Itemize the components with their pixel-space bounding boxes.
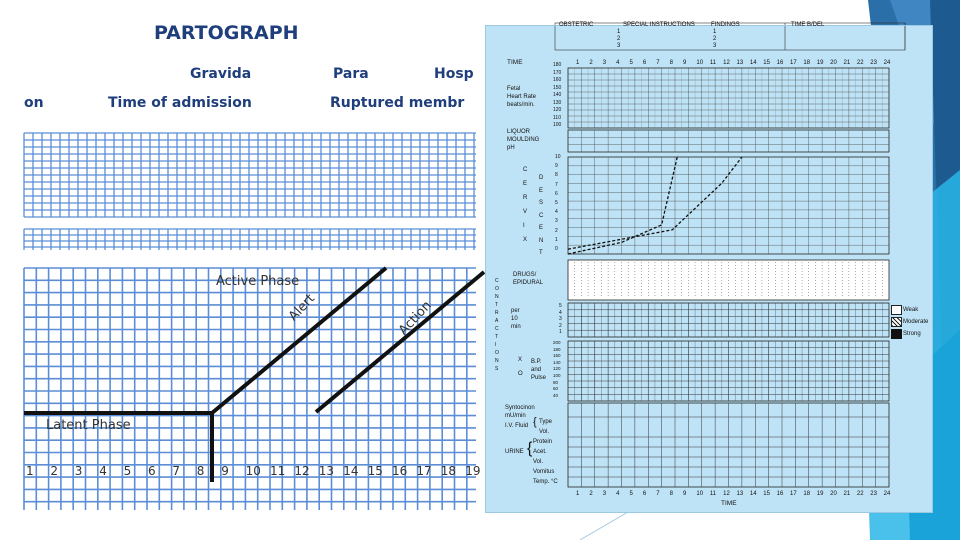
legend-strong-swatch bbox=[891, 329, 902, 339]
row2-truncated-label: on bbox=[24, 95, 44, 111]
time-number-bottom: 24 bbox=[883, 491, 891, 497]
hour-number: 1 bbox=[26, 464, 34, 478]
hour-number: 12 bbox=[294, 464, 310, 478]
temp-label: Temp. °C bbox=[533, 479, 558, 485]
time-number-top: 19 bbox=[816, 60, 824, 66]
time-label-top: TIME bbox=[507, 59, 523, 66]
time-number-top: 18 bbox=[803, 60, 811, 66]
top-num-a2: 2 bbox=[617, 36, 621, 42]
top-num-b1: 1 bbox=[713, 29, 717, 35]
mu-min-label: mU/min bbox=[505, 413, 526, 419]
legend-moderate-swatch bbox=[891, 317, 902, 327]
hour-number: 3 bbox=[74, 464, 83, 478]
time-number-top: 12 bbox=[723, 60, 730, 66]
contractions-letter: S bbox=[495, 366, 499, 372]
time-number-bottom: 3 bbox=[602, 491, 607, 497]
bp-label-3: Pulse bbox=[531, 375, 547, 381]
time-number-top: 10 bbox=[696, 60, 704, 66]
time-number-bottom: 23 bbox=[870, 491, 877, 497]
time-number-bottom: 22 bbox=[856, 491, 864, 497]
contractions-letter: A bbox=[495, 318, 499, 324]
drugs-label-1: DRUGS/ bbox=[513, 272, 537, 278]
cervix-scale-tick: 0 bbox=[555, 246, 558, 252]
bp-scale bbox=[553, 341, 567, 401]
moulding-label: MOULDING bbox=[507, 137, 540, 143]
bp-mark-o: O bbox=[518, 371, 523, 377]
bp-scale-tick: 120 bbox=[553, 366, 561, 372]
iv-brace: { bbox=[533, 416, 537, 428]
hour-number: 19 bbox=[465, 464, 481, 478]
time-number-bottom: 21 bbox=[843, 491, 851, 497]
legend-moderate-label: Moderate bbox=[903, 319, 929, 325]
contractions-scale-tick: 5 bbox=[559, 303, 562, 309]
hour-number: 7 bbox=[172, 464, 181, 478]
time-number-bottom: 7 bbox=[656, 491, 660, 497]
cervix-scale-tick: 2 bbox=[555, 227, 558, 234]
fhr-scale-tick: 140 bbox=[553, 92, 562, 98]
time-number-bottom: 8 bbox=[669, 491, 673, 497]
descent-letter: E bbox=[539, 187, 544, 194]
contractions-scale bbox=[559, 304, 567, 334]
bp-scale-tick: 100 bbox=[553, 373, 561, 378]
contractions-letter: C bbox=[495, 326, 499, 332]
hour-number: 16 bbox=[392, 464, 408, 478]
heading-time-bdel: TIME B/DEL bbox=[791, 22, 825, 28]
legend-weak-label: Weak bbox=[903, 307, 919, 313]
time-number-bottom: 10 bbox=[696, 491, 704, 497]
cervix-letter: I bbox=[523, 223, 525, 229]
hour-number: 17 bbox=[416, 464, 432, 478]
bp-scale-tick: 180 bbox=[553, 346, 561, 352]
left-grid bbox=[24, 10, 476, 512]
descent-vertical-label bbox=[539, 175, 549, 265]
descent-letter: E bbox=[539, 225, 544, 231]
cervix-letter: E bbox=[523, 181, 528, 187]
time-number-bottom: 1 bbox=[576, 491, 580, 497]
cervix-scale-tick: 6 bbox=[555, 190, 558, 197]
ph-label: pH bbox=[507, 145, 515, 151]
legend-weak-swatch bbox=[891, 305, 902, 315]
fhr-scale-tick: 100 bbox=[553, 122, 562, 128]
hour-number: 6 bbox=[148, 464, 156, 478]
descent-letter: T bbox=[539, 250, 543, 256]
time-number-bottom: 15 bbox=[763, 491, 770, 497]
fhr-scale-tick: 110 bbox=[553, 114, 561, 121]
contractions-letter: N bbox=[495, 358, 499, 364]
fhr-scale-tick: 120 bbox=[553, 107, 562, 113]
time-number-bottom: 16 bbox=[776, 491, 784, 497]
acet-label: Acet. bbox=[533, 449, 547, 455]
contractions-per: per bbox=[511, 308, 520, 314]
fhr-scale-tick: 180 bbox=[553, 62, 562, 68]
cervix-letter: X bbox=[523, 237, 528, 243]
fhr-scale-tick: 130 bbox=[553, 99, 562, 106]
time-number-bottom: 9 bbox=[683, 491, 687, 497]
cervix-scale-tick: 4 bbox=[555, 209, 558, 216]
left-partograph-panel bbox=[24, 10, 481, 512]
cervix-scale-tick: 8 bbox=[555, 172, 558, 179]
time-number-top: 2 bbox=[589, 60, 593, 66]
alert-label: Alert bbox=[286, 291, 319, 325]
hour-number: 2 bbox=[50, 464, 59, 478]
hour-number: 18 bbox=[440, 464, 457, 478]
descent-letter: C bbox=[539, 212, 544, 219]
contractions-letter: I bbox=[495, 342, 497, 348]
time-number-top: 7 bbox=[656, 60, 660, 66]
hour-number: 13 bbox=[318, 464, 335, 478]
bp-scale-tick: 40 bbox=[553, 392, 559, 398]
hour-number: 15 bbox=[367, 464, 383, 478]
contractions-min: min bbox=[511, 324, 521, 330]
time-number-top: 5 bbox=[629, 60, 633, 66]
protein-label: Protein bbox=[533, 439, 553, 445]
contractions-letter: T bbox=[495, 302, 499, 308]
contractions-vertical-label bbox=[495, 278, 505, 372]
urine-label: URINE bbox=[505, 449, 524, 455]
bp-scale-tick: 160 bbox=[553, 353, 561, 359]
contractions-scale-tick: 3 bbox=[559, 316, 562, 323]
time-number-top: 3 bbox=[602, 60, 607, 66]
descent-letter: D bbox=[539, 175, 544, 181]
hour-number: 8 bbox=[196, 464, 205, 478]
time-number-bottom: 5 bbox=[629, 491, 633, 497]
fhr-label-2: Heart Rate bbox=[507, 94, 537, 100]
time-number-top: 9 bbox=[683, 60, 687, 66]
contractions-scale-tick: 2 bbox=[559, 322, 562, 329]
fhr-scale bbox=[533, 63, 563, 133]
para-label: Para bbox=[333, 66, 369, 82]
hour-number: 9 bbox=[221, 464, 229, 478]
contractions-letter: T bbox=[495, 334, 499, 340]
contractions-letter: O bbox=[495, 286, 499, 292]
action-label: Action bbox=[396, 298, 435, 339]
hour-number: 14 bbox=[343, 464, 359, 478]
time-number-top: 15 bbox=[763, 60, 770, 66]
time-number-top: 22 bbox=[856, 60, 864, 66]
vol-label: Vol. bbox=[539, 429, 550, 435]
time-number-top: 14 bbox=[749, 60, 757, 66]
time-number-top: 21 bbox=[843, 60, 851, 66]
time-number-bottom: 17 bbox=[790, 491, 797, 497]
iv-fluid-label: I.V. Fluid bbox=[505, 423, 529, 429]
descent-letter: S bbox=[539, 200, 544, 206]
syntocinon-label: Syntocinon bbox=[505, 405, 535, 411]
time-number-top: 24 bbox=[883, 60, 891, 66]
bp-scale-tick: 60 bbox=[553, 386, 559, 392]
contractions-scale-tick: 4 bbox=[559, 309, 562, 316]
contractions-scale-tick: 1 bbox=[559, 329, 562, 336]
time-number-bottom: 18 bbox=[803, 491, 811, 497]
time-number-bottom: 19 bbox=[816, 491, 824, 497]
bp-scale-tick: 200 bbox=[553, 340, 561, 345]
hosp-label: Hosp bbox=[434, 66, 474, 82]
bp-label-1: B.P. bbox=[531, 359, 542, 365]
urine-brace: { bbox=[527, 440, 533, 457]
vomitus-label: Vomitus bbox=[533, 469, 555, 475]
legend-strong-label: Strong bbox=[903, 331, 921, 337]
bp-scale-tick: 80 bbox=[553, 379, 559, 385]
time-number-bottom: 2 bbox=[589, 491, 593, 497]
ruptured-membranes-label: Ruptured membr bbox=[330, 95, 465, 111]
liquor-label: LIQUOR bbox=[507, 129, 531, 135]
heading-special-instructions: SPECIAL INSTRUCTIONS bbox=[623, 22, 695, 28]
time-number-top: 13 bbox=[736, 60, 744, 66]
fhr-label-3: beats/min. bbox=[507, 102, 535, 108]
urine-vol-label: Vol. bbox=[533, 459, 544, 465]
time-number-bottom: 12 bbox=[723, 491, 730, 497]
bp-scale-tick: 140 bbox=[553, 359, 561, 365]
cervix-letter: C bbox=[523, 167, 528, 173]
time-number-top: 11 bbox=[709, 60, 716, 66]
gravida-label: Gravida bbox=[190, 66, 252, 82]
cervix-scale-tick: 9 bbox=[555, 163, 558, 170]
cervix-scale-tick: 3 bbox=[555, 218, 558, 225]
time-number-bottom: 11 bbox=[709, 491, 716, 497]
time-label-bottom: TIME bbox=[721, 500, 737, 507]
top-num-b2: 2 bbox=[713, 36, 717, 42]
top-num-a1: 1 bbox=[617, 29, 621, 35]
heading-obstetric: OBSTETRIC bbox=[559, 22, 594, 28]
bp-label-2: and bbox=[531, 367, 542, 373]
hour-number-row bbox=[24, 464, 481, 480]
time-number-top: 8 bbox=[669, 60, 673, 66]
time-of-admission-label: Time of admission bbox=[108, 95, 252, 111]
top-num-a3: 3 bbox=[617, 43, 621, 49]
cervix-letter: R bbox=[523, 195, 528, 201]
hour-number: 11 bbox=[270, 464, 286, 478]
hour-number: 10 bbox=[245, 464, 261, 478]
time-number-row-bottom bbox=[485, 491, 933, 499]
time-number-bottom: 13 bbox=[736, 491, 744, 497]
fhr-scale-tick: 150 bbox=[553, 84, 562, 91]
drugs-label-2: EPIDURAL bbox=[513, 280, 544, 286]
cervix-letter: V bbox=[523, 209, 528, 215]
time-number-top: 16 bbox=[776, 60, 784, 66]
time-number-top: 6 bbox=[642, 60, 647, 66]
contractions-letter: C bbox=[495, 278, 499, 284]
time-number-top: 17 bbox=[790, 60, 797, 66]
hour-number: 5 bbox=[123, 464, 132, 478]
time-number-bottom: 4 bbox=[616, 491, 620, 497]
time-number-top: 20 bbox=[830, 60, 837, 66]
contractions-letter: O bbox=[495, 350, 499, 356]
contractions-10: 10 bbox=[511, 316, 518, 322]
right-partograph-form bbox=[485, 22, 933, 513]
contractions-letter: N bbox=[495, 294, 499, 300]
type-label: Type bbox=[539, 419, 553, 425]
cervix-vertical-label bbox=[523, 167, 533, 247]
time-number-top: 4 bbox=[616, 60, 620, 66]
time-number-top: 1 bbox=[576, 60, 580, 66]
time-number-bottom: 6 bbox=[642, 491, 647, 497]
cervix-scale-tick: 1 bbox=[555, 236, 558, 243]
cervix-scale-tick: 5 bbox=[555, 200, 558, 206]
fhr-scale-tick: 160 bbox=[553, 77, 562, 83]
descent-letter: N bbox=[539, 237, 544, 244]
heading-findings: FINDINGS bbox=[711, 22, 740, 28]
hour-number: 4 bbox=[99, 464, 107, 478]
fhr-label-1: Fetal bbox=[507, 86, 521, 92]
cervix-scale-tick: 10 bbox=[555, 154, 561, 160]
time-number-bottom: 14 bbox=[749, 491, 757, 497]
time-number-top: 23 bbox=[870, 60, 877, 66]
cervix-scale-tick: 7 bbox=[555, 181, 558, 188]
active-phase-label: Active Phase bbox=[216, 274, 300, 289]
fhr-scale-tick: 170 bbox=[553, 69, 562, 76]
latent-phase-label: Latent Phase bbox=[46, 418, 131, 433]
contractions-letter: R bbox=[495, 310, 499, 316]
bp-mark-x: X bbox=[518, 357, 523, 363]
cervix-dashed-line-action bbox=[568, 157, 742, 249]
cervix-scale bbox=[551, 155, 565, 255]
time-number-bottom: 20 bbox=[830, 491, 837, 497]
top-num-b3: 3 bbox=[713, 43, 717, 49]
left-title: PARTOGRAPH bbox=[154, 22, 299, 44]
